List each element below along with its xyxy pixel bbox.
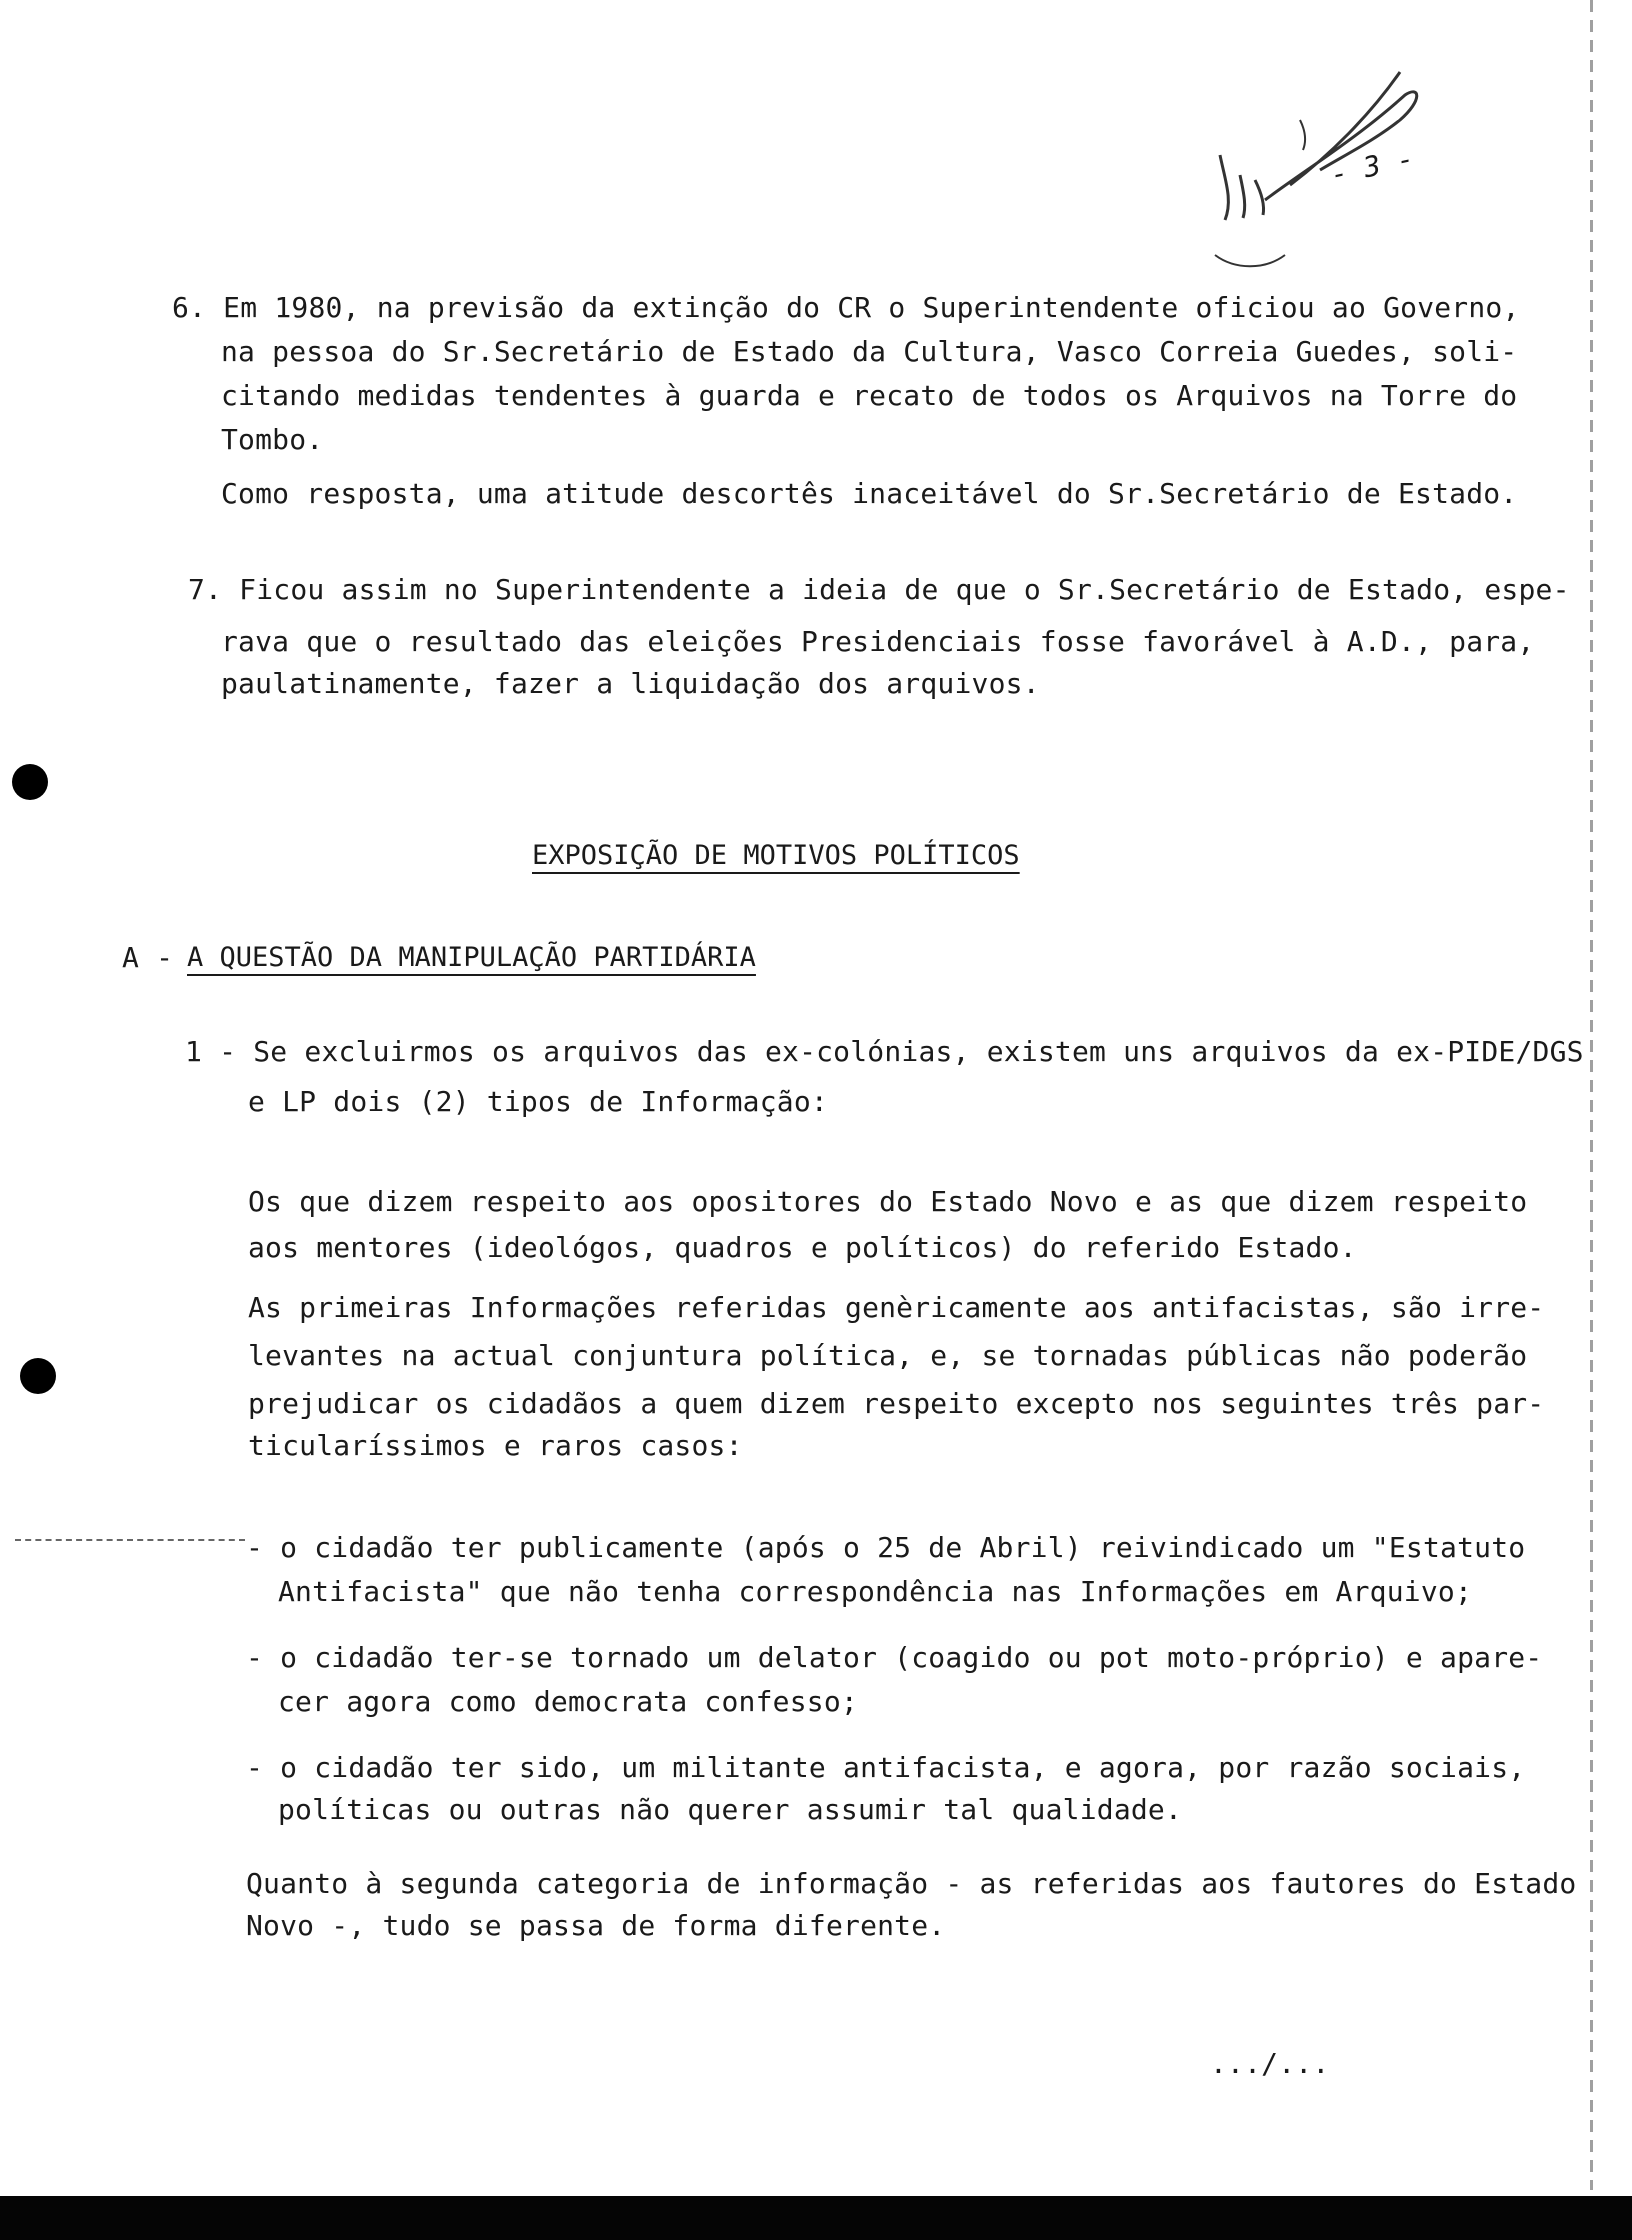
scan-dash-mark <box>15 1539 245 1541</box>
para-3-line-1: Quanto à segunda categoria de informação - as referidas aos fautores do Estado <box>246 1867 1577 1900</box>
point-6-line-5: Como resposta, uma atitude descortês inaceitável do Sr.Secretário de Estado. <box>221 477 1518 510</box>
item-1-line-2: e LP dois (2) tipos de Informação: <box>248 1085 828 1118</box>
para-1-line-1: Os que dizem respeito aos opositores do Estado Novo e as que dizem respeito <box>248 1185 1528 1218</box>
bullet-3-line-2: políticas ou outras não querer assumir tal qualidade. <box>278 1793 1183 1826</box>
point-7-line-1: 7. Ficou assim no Superintendente a ideia de que o Sr.Secretário de Estado, espe- <box>188 573 1570 606</box>
continuation-mark: .../... <box>1210 2047 1330 2080</box>
punch-hole <box>20 1358 56 1394</box>
bullet-1-line-2: Antifacista" que não tenha correspondência nas Informações em Arquivo; <box>278 1575 1473 1608</box>
para-1-line-2: aos mentores (ideológos, quadros e políticos) do referido Estado. <box>248 1231 1357 1264</box>
para-2-line-4: ticularíssimos e raros casos: <box>248 1429 743 1462</box>
para-2-line-1: As primeiras Informações referidas genèricamente aos antifacistas, são irre- <box>248 1291 1545 1324</box>
section-a-heading: A QUESTÃO DA MANIPULAÇÃO PARTIDÁRIA <box>187 942 756 973</box>
bullet-1-line-1: - o cidadão ter publicamente (após o 25 de Abril) reivindicado um "Estatuto <box>246 1531 1526 1564</box>
point-7-line-3: paulatinamente, fazer a liquidação dos arquivos. <box>221 667 1040 700</box>
para-2-line-2: levantes na actual conjuntura política, e, se tornadas públicas não poderão <box>248 1339 1528 1372</box>
scan-bottom-edge <box>0 2196 1632 2240</box>
bullet-2-line-1: - o cidadão ter-se tornado um delator (coagido ou pot moto-próprio) e apare- <box>246 1641 1543 1674</box>
bullet-3-line-1: - o cidadão ter sido, um militante antifacista, e agora, por razão sociais, <box>246 1751 1526 1784</box>
item-1-line-1: 1 - Se excluirmos os arquivos das ex-colónias, existem uns arquivos da ex-PIDE/DGS <box>185 1035 1584 1068</box>
point-6-line-4: Tombo. <box>221 423 324 456</box>
point-6-line-3: citando medidas tendentes à guarda e recato de todos os Arquivos na Torre do <box>221 379 1518 412</box>
bullet-2-line-2: cer agora como democrata confesso; <box>278 1685 858 1718</box>
page-number: - 3 - <box>1327 141 1417 192</box>
point-6-line-1: 6. Em 1980, na previsão da extinção do CR o Superintendente oficiou ao Governo, <box>172 291 1520 324</box>
punch-hole <box>12 764 48 800</box>
scan-edge-line <box>1590 0 1593 2190</box>
section-title: EXPOSIÇÃO DE MOTIVOS POLÍTICOS <box>532 840 1020 871</box>
section-a-prefix: A - <box>122 941 191 974</box>
para-2-line-3: prejudicar os cidadãos a quem dizem respeito excepto nos seguintes três par- <box>248 1387 1545 1420</box>
para-3-line-2: Novo -, tudo se passa de forma diferente. <box>246 1909 946 1942</box>
point-7-line-2: rava que o resultado das eleições Presidenciais fosse favorável à A.D., para, <box>221 625 1535 658</box>
point-6-line-2: na pessoa do Sr.Secretário de Estado da Cultura, Vasco Correia Guedes, soli- <box>221 335 1518 368</box>
